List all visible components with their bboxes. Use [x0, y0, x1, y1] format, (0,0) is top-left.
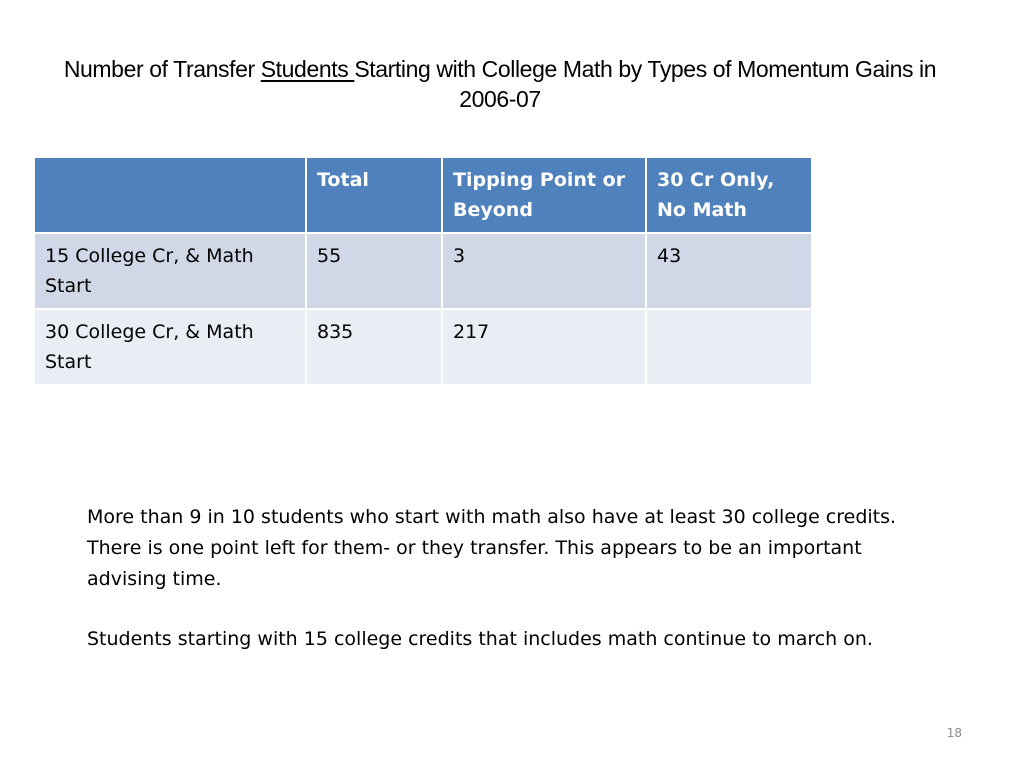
- title-part-2: Starting with College Math by Types of Momentum Gains in 2006-07: [354, 56, 937, 112]
- notes-text: [87, 502, 897, 684]
- title-underlined-word: Students: [260, 56, 355, 82]
- slide-title: [60, 54, 940, 114]
- cell-tipping-point: 217: [442, 309, 646, 385]
- table-row: [34, 233, 812, 309]
- row-label: 15 College Cr, & Math Start: [34, 233, 306, 309]
- notes-paragraph-1: More than 9 in 10 students who start with math also have at least 30 college credits. There is one point left for them- or they transfer. This appears to be an important advising time.: [87, 506, 897, 590]
- cell-tipping-point: 3: [442, 233, 646, 309]
- table-row: [34, 309, 812, 385]
- slide-number: 18: [946, 726, 962, 740]
- header-cell-empty: [34, 157, 306, 233]
- row-label: 30 College Cr, & Math Start: [34, 309, 306, 385]
- title-part-1: Number of Transfer: [63, 56, 261, 82]
- table-header-row: [34, 157, 812, 233]
- header-cell-total: Total: [306, 157, 442, 233]
- momentum-table: [33, 156, 813, 386]
- header-cell-tipping-point: Tipping Point or Beyond: [442, 157, 646, 233]
- notes-paragraph-2: Students starting with 15 college credits that includes math continue to march on.: [87, 628, 873, 650]
- cell-30cr-only: 43: [646, 233, 812, 309]
- cell-total: 55: [306, 233, 442, 309]
- header-cell-30cr-only: 30 Cr Only, No Math: [646, 157, 812, 233]
- cell-30cr-only: [646, 309, 812, 385]
- cell-total: 835: [306, 309, 442, 385]
